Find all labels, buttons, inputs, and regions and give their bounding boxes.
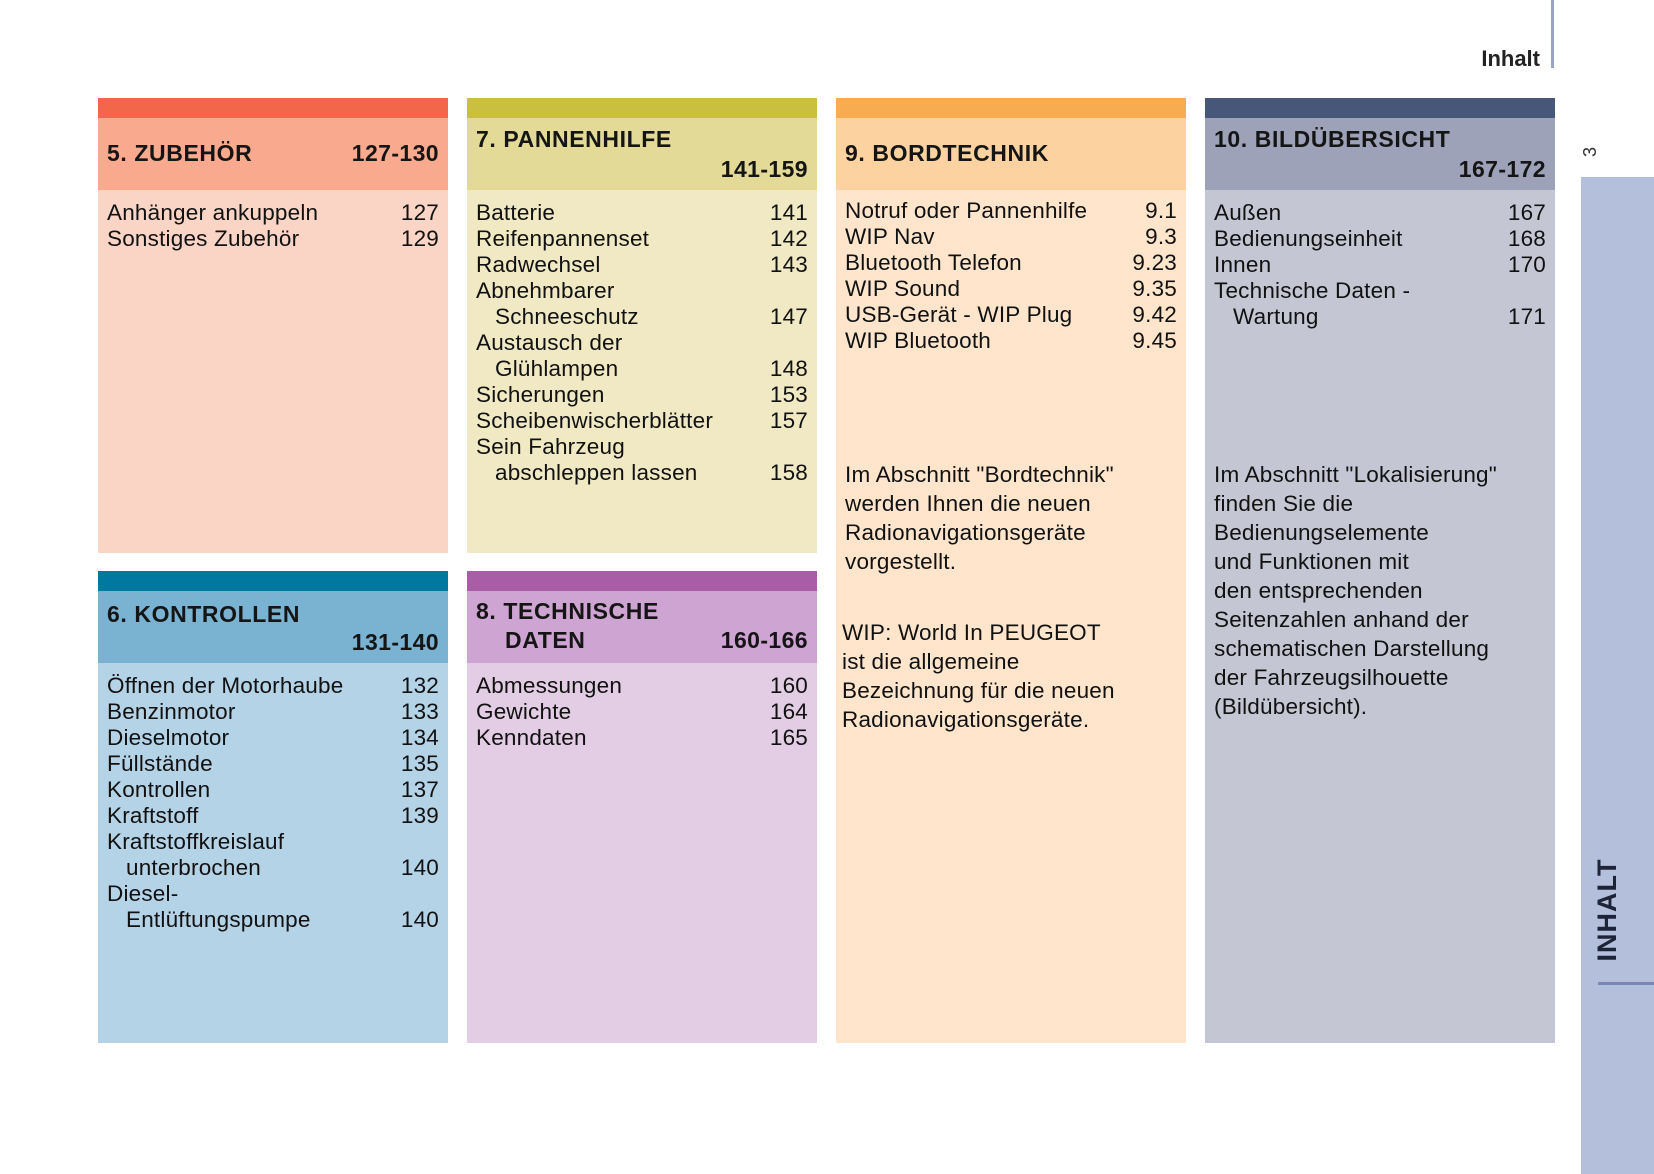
toc-entry-title: Dieselmotor xyxy=(107,725,230,750)
toc-entry xyxy=(107,673,439,699)
toc-entry-title-continued: abschleppen lassen xyxy=(495,460,698,485)
note-line: der Fahrzeugsilhouette xyxy=(1214,665,1449,690)
toc-entry-page: 129 xyxy=(400,226,439,251)
section-bar xyxy=(467,571,817,591)
note-line: (Bildübersicht). xyxy=(1214,694,1368,719)
toc-entry-page: 127 xyxy=(400,200,439,225)
toc-entry-title: Reifenpannenset xyxy=(476,226,650,251)
toc-entry xyxy=(107,699,439,725)
info-note-wip xyxy=(842,618,1115,734)
toc-entry xyxy=(845,328,1177,354)
toc-entry-page: 153 xyxy=(769,382,808,407)
toc-entry xyxy=(107,803,439,829)
toc-entry-page: 9.1 xyxy=(1145,198,1177,223)
toc-entry-title: Anhänger ankuppeln xyxy=(107,200,319,225)
section-title: 5. ZUBEHÖR xyxy=(107,140,253,166)
toc-entry-title: Kraftstoff xyxy=(107,803,199,828)
toc-entry xyxy=(1214,252,1546,278)
note-line: den entsprechenden xyxy=(1214,578,1423,603)
section-bordtechnik xyxy=(836,98,1186,1043)
toc-entry-title-continued: Entlüftungspumpe xyxy=(126,907,311,932)
toc-entry xyxy=(476,226,808,252)
toc-entry-page: 143 xyxy=(769,252,808,277)
section-page-range: 167-172 xyxy=(1458,156,1546,182)
section-bar xyxy=(98,98,448,118)
toc-entry-title: Sein Fahrzeug xyxy=(476,434,625,459)
toc-entry-title: Radwechsel xyxy=(476,252,601,277)
toc-entry-page: 141 xyxy=(769,200,808,225)
toc-entry-title: Öffnen der Motorhaube xyxy=(107,673,344,698)
side-tab-rule xyxy=(1598,982,1654,985)
section-bar xyxy=(98,571,448,591)
section-zubehoer xyxy=(98,98,448,553)
section-body xyxy=(98,190,448,553)
section-header xyxy=(98,118,448,190)
toc-entry xyxy=(107,829,439,881)
toc-list xyxy=(107,200,439,252)
toc-entry-title-continued: Schneeschutz xyxy=(495,304,639,329)
toc-entry-title: Bluetooth Telefon xyxy=(845,250,1022,275)
toc-entry-title: Kenndaten xyxy=(476,725,587,750)
toc-entry-page: 133 xyxy=(400,699,439,724)
info-note-bordtechnik xyxy=(845,460,1114,576)
toc-entry xyxy=(476,408,808,434)
section-page-range: 160-166 xyxy=(720,627,808,653)
section-bar xyxy=(467,98,817,118)
note-line: finden Sie die xyxy=(1214,491,1354,516)
toc-entry xyxy=(845,198,1177,224)
toc-entry-page: 135 xyxy=(400,751,439,776)
toc-entry xyxy=(845,276,1177,302)
toc-entry-title: Gewichte xyxy=(476,699,572,724)
toc-entry xyxy=(1214,200,1546,226)
toc-entry-title: WIP Nav xyxy=(845,224,935,249)
section-bilduebersicht xyxy=(1205,98,1555,1043)
toc-entry xyxy=(845,302,1177,328)
info-note-lokalisierung xyxy=(1214,460,1497,721)
section-body xyxy=(467,663,817,1043)
toc-list xyxy=(476,200,808,486)
toc-entry xyxy=(476,330,808,382)
toc-entry-page: 9.35 xyxy=(1132,276,1177,301)
note-line: vorgestellt. xyxy=(845,549,957,574)
section-page-range: 141-159 xyxy=(720,156,808,182)
section-body xyxy=(467,190,817,553)
section-header xyxy=(467,591,817,663)
section-title: 10. BILDÜBERSICHT xyxy=(1214,126,1451,152)
toc-entry-title-continued: unterbrochen xyxy=(126,855,261,880)
toc-entry-title: Sicherungen xyxy=(476,382,605,407)
section-title: 8. TECHNISCHE xyxy=(476,598,659,624)
toc-entry-title-continued: Glühlampen xyxy=(495,356,619,381)
section-bar xyxy=(836,98,1186,118)
toc-entry-title: Benzinmotor xyxy=(107,699,236,724)
toc-entry-title: Technische Daten - xyxy=(1214,278,1411,303)
section-title: 7. PANNENHILFE xyxy=(476,126,672,152)
toc-entry-title: Bedienungseinheit xyxy=(1214,226,1403,251)
toc-entry-page: 132 xyxy=(400,673,439,698)
toc-list xyxy=(1214,200,1546,330)
toc-entry-page: 167 xyxy=(1507,200,1546,225)
section-page-range: 131-140 xyxy=(351,629,439,655)
toc-list xyxy=(476,673,808,751)
toc-entry-page: 168 xyxy=(1507,226,1546,251)
toc-entry-page: 147 xyxy=(769,304,808,329)
toc-entry-title: Notruf oder Pannenhilfe xyxy=(845,198,1088,223)
toc-entry xyxy=(476,434,808,486)
note-line: Bedienungselemente xyxy=(1214,520,1430,545)
note-line: schematischen Darstellung xyxy=(1214,636,1490,661)
toc-entry xyxy=(107,751,439,777)
section-technische-daten xyxy=(467,571,817,1043)
toc-entry-page: 9.3 xyxy=(1145,224,1177,249)
toc-entry xyxy=(845,250,1177,276)
note-line: ist die allgemeine xyxy=(842,649,1020,674)
section-kontrollen xyxy=(98,571,448,1043)
toc-entry-page: 9.45 xyxy=(1132,328,1177,353)
note-line: Bezeichnung für die neuen xyxy=(842,678,1115,703)
section-bar xyxy=(1205,98,1555,118)
toc-entry-title: Kontrollen xyxy=(107,777,211,802)
toc-entry-title: USB-Gerät - WIP Plug xyxy=(845,302,1073,327)
toc-entry-page: 157 xyxy=(769,408,808,433)
toc-entry-title: Abmessungen xyxy=(476,673,623,698)
toc-entry-page: 171 xyxy=(1507,304,1546,329)
toc-entry-title: Abnehmbarer xyxy=(476,278,615,303)
section-title: 9. BORDTECHNIK xyxy=(845,140,1049,166)
toc-list xyxy=(107,673,439,933)
toc-entry-title: Diesel- xyxy=(107,881,179,906)
toc-entry xyxy=(476,699,808,725)
toc-entry xyxy=(1214,278,1546,330)
toc-entry xyxy=(107,200,439,226)
toc-entry xyxy=(107,881,439,933)
toc-entry-title: WIP Bluetooth xyxy=(845,328,992,353)
note-line: und Funktionen mit xyxy=(1214,549,1409,574)
section-title-line2: DATEN xyxy=(505,627,586,653)
section-body xyxy=(98,663,448,1043)
toc-entry-page: 158 xyxy=(769,460,808,485)
toc-entry-page: 165 xyxy=(769,725,808,750)
section-body xyxy=(1205,190,1555,1043)
toc-entry xyxy=(845,224,1177,250)
toc-entry-page: 139 xyxy=(400,803,439,828)
note-line: Im Abschnitt "Bordtechnik" xyxy=(845,462,1114,487)
toc-entry xyxy=(476,278,808,330)
toc-entry-title: Kraftstoffkreislauf xyxy=(107,829,285,854)
note-line: WIP: World In PEUGEOT xyxy=(842,620,1101,645)
toc-entry-title: Scheibenwischerblätter xyxy=(476,408,714,433)
toc-entry-page: 142 xyxy=(769,226,808,251)
toc-entry-title: Batterie xyxy=(476,200,556,225)
page-header-title: Inhalt xyxy=(1481,46,1540,71)
toc-entry-title: Sonstiges Zubehör xyxy=(107,226,300,251)
toc-entry xyxy=(476,252,808,278)
section-page-range: 127-130 xyxy=(351,140,439,166)
section-header xyxy=(1205,118,1555,190)
section-body xyxy=(836,190,1186,1043)
toc-entry-page: 137 xyxy=(400,777,439,802)
toc-entry-page: 148 xyxy=(769,356,808,381)
toc-entry-page: 164 xyxy=(769,699,808,724)
section-pannenhilfe xyxy=(467,98,817,553)
toc-entry-title-continued: Wartung xyxy=(1233,304,1319,329)
toc-entry-page: 140 xyxy=(400,855,439,880)
toc-entry xyxy=(476,382,808,408)
section-header xyxy=(98,591,448,663)
note-line: Im Abschnitt "Lokalisierung" xyxy=(1214,462,1497,487)
toc-entry xyxy=(476,673,808,699)
note-line: Radionavigationsgeräte xyxy=(845,520,1086,545)
toc-entry xyxy=(107,777,439,803)
side-tab xyxy=(1581,177,1654,1174)
toc-entry-title: Innen xyxy=(1214,252,1272,277)
toc-entry-page: 140 xyxy=(400,907,439,932)
toc-entry-page: 160 xyxy=(769,673,808,698)
toc-entry xyxy=(107,226,439,252)
page-number: 3 xyxy=(1580,147,1600,158)
toc-entry-page: 170 xyxy=(1507,252,1546,277)
toc-entry-page: 9.23 xyxy=(1132,250,1177,275)
toc-entry-title: Füllstände xyxy=(107,751,213,776)
toc-entry xyxy=(107,725,439,751)
toc-entry xyxy=(476,725,808,751)
toc-entry xyxy=(1214,226,1546,252)
toc-entry-title: WIP Sound xyxy=(845,276,961,301)
toc-list xyxy=(845,198,1177,354)
toc-entry xyxy=(476,200,808,226)
note-line: Radionavigationsgeräte. xyxy=(842,707,1090,732)
toc-entry-title: Austausch der xyxy=(476,330,623,355)
section-header xyxy=(836,118,1186,190)
section-header xyxy=(467,118,817,190)
toc-entry-title: Außen xyxy=(1214,200,1282,225)
header-rule xyxy=(1551,0,1554,68)
note-line: Seitenzahlen anhand der xyxy=(1214,607,1469,632)
toc-entry-page: 9.42 xyxy=(1132,302,1177,327)
side-tab-label: INHALT xyxy=(1592,858,1622,962)
toc-entry-page: 134 xyxy=(400,725,439,750)
section-title: 6. KONTROLLEN xyxy=(107,601,301,627)
note-line: werden Ihnen die neuen xyxy=(845,491,1091,516)
